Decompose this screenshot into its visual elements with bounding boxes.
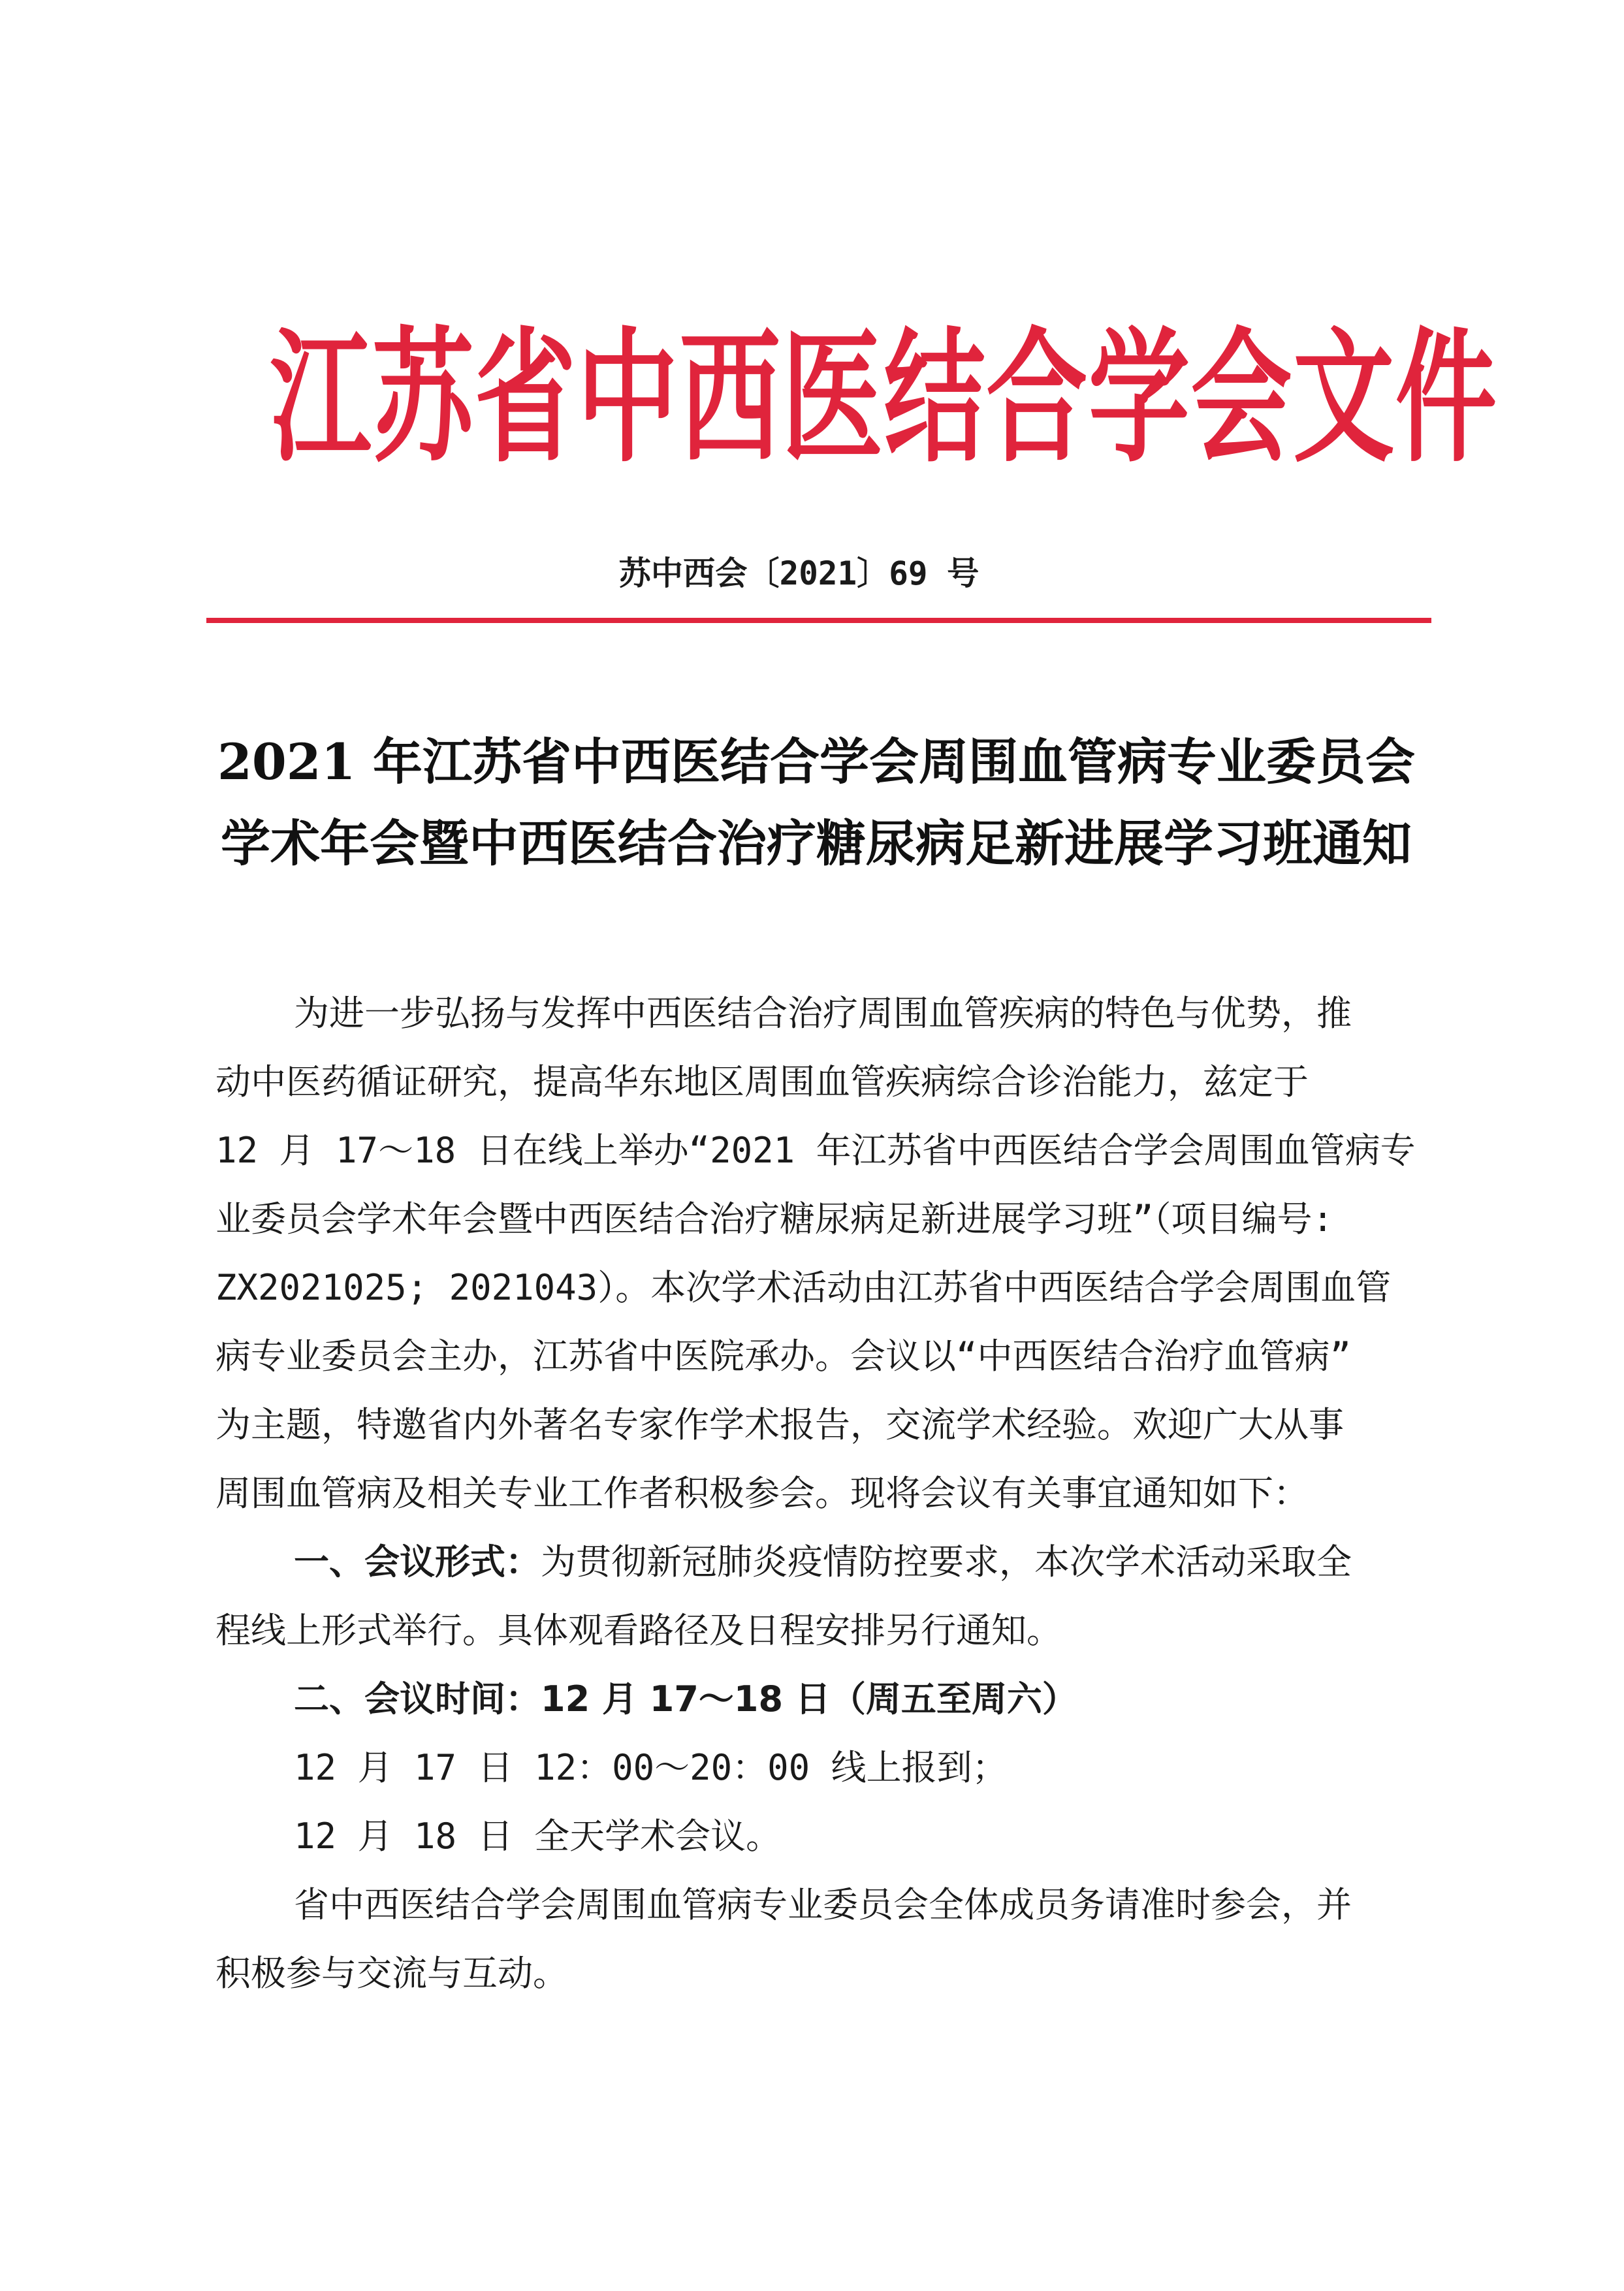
closing-line-1: 省中西医结合学会周围血管病专业委员会全体成员务请准时参会，并 bbox=[294, 1884, 1352, 1925]
schedule-line-2: 12 月 18 日 全天学术会议。 bbox=[294, 1816, 782, 1857]
section-1-line-2: 程线上形式举行。具体观看路径及日程安排另行通知。 bbox=[215, 1610, 1062, 1651]
paragraph-1-line-6: 病专业委员会主办，江苏省中医院承办。会议以“中西医结合治疗血管病” bbox=[215, 1336, 1352, 1377]
paragraph-1-line-2: 动中医药循证研究，提高华东地区周围血管疾病综合诊治能力，兹定于 bbox=[215, 1061, 1309, 1102]
paragraph-1-line-8: 周围血管病及相关专业工作者积极参会。现将会议有关事宜通知如下： bbox=[215, 1473, 1309, 1514]
masthead-title: 江苏省中西医结合学会文件 bbox=[270, 313, 1498, 482]
paragraph-1-line-3: 12 月 17～18 日在线上举办“2021 年江苏省中西医结合学会周围血管病专 bbox=[215, 1130, 1416, 1171]
section-1-text: 为贯彻新冠肺炎疫情防控要求，本次学术活动采取全 bbox=[541, 1541, 1352, 1582]
section-2-heading: 二、会议时间：12 月 17～18 日（周五至周六） bbox=[294, 1678, 1077, 1720]
paragraph-1-line-5: ZX2021025; 2021043）。本次学术活动由江苏省中西医结合学会周围血管 bbox=[215, 1267, 1392, 1308]
notice-title-line-1: 2021 年江苏省中西医结合学会周围血管病专业委员会 bbox=[217, 733, 1415, 791]
schedule-line-1: 12 月 17 日 12：00～20：00 线上报到； bbox=[294, 1747, 1008, 1788]
document-number: 苏中西会〔2021〕69 号 bbox=[618, 554, 979, 592]
paragraph-1-line-7: 为主题，特邀省内外著名专家作学术报告，交流学术经验。欢迎广大从事 bbox=[215, 1404, 1344, 1445]
paragraph-1-line-1: 为进一步弘扬与发挥中西医结合治疗周围血管疾病的特色与优势，推 bbox=[294, 993, 1352, 1034]
red-divider-rule bbox=[206, 618, 1431, 623]
paragraph-1-line-4: 业委员会学术年会暨中西医结合治疗糖尿病足新进展学习班”（项目编号: bbox=[215, 1198, 1334, 1240]
section-1-heading: 一、会议形式： bbox=[294, 1541, 541, 1582]
notice-title-line-2: 学术年会暨中西医结合治疗糖尿病足新进展学习班通知 bbox=[221, 814, 1412, 873]
section-1-line-1 bbox=[294, 1523, 1352, 1601]
closing-line-2: 积极参与交流与互动。 bbox=[215, 1953, 568, 1994]
